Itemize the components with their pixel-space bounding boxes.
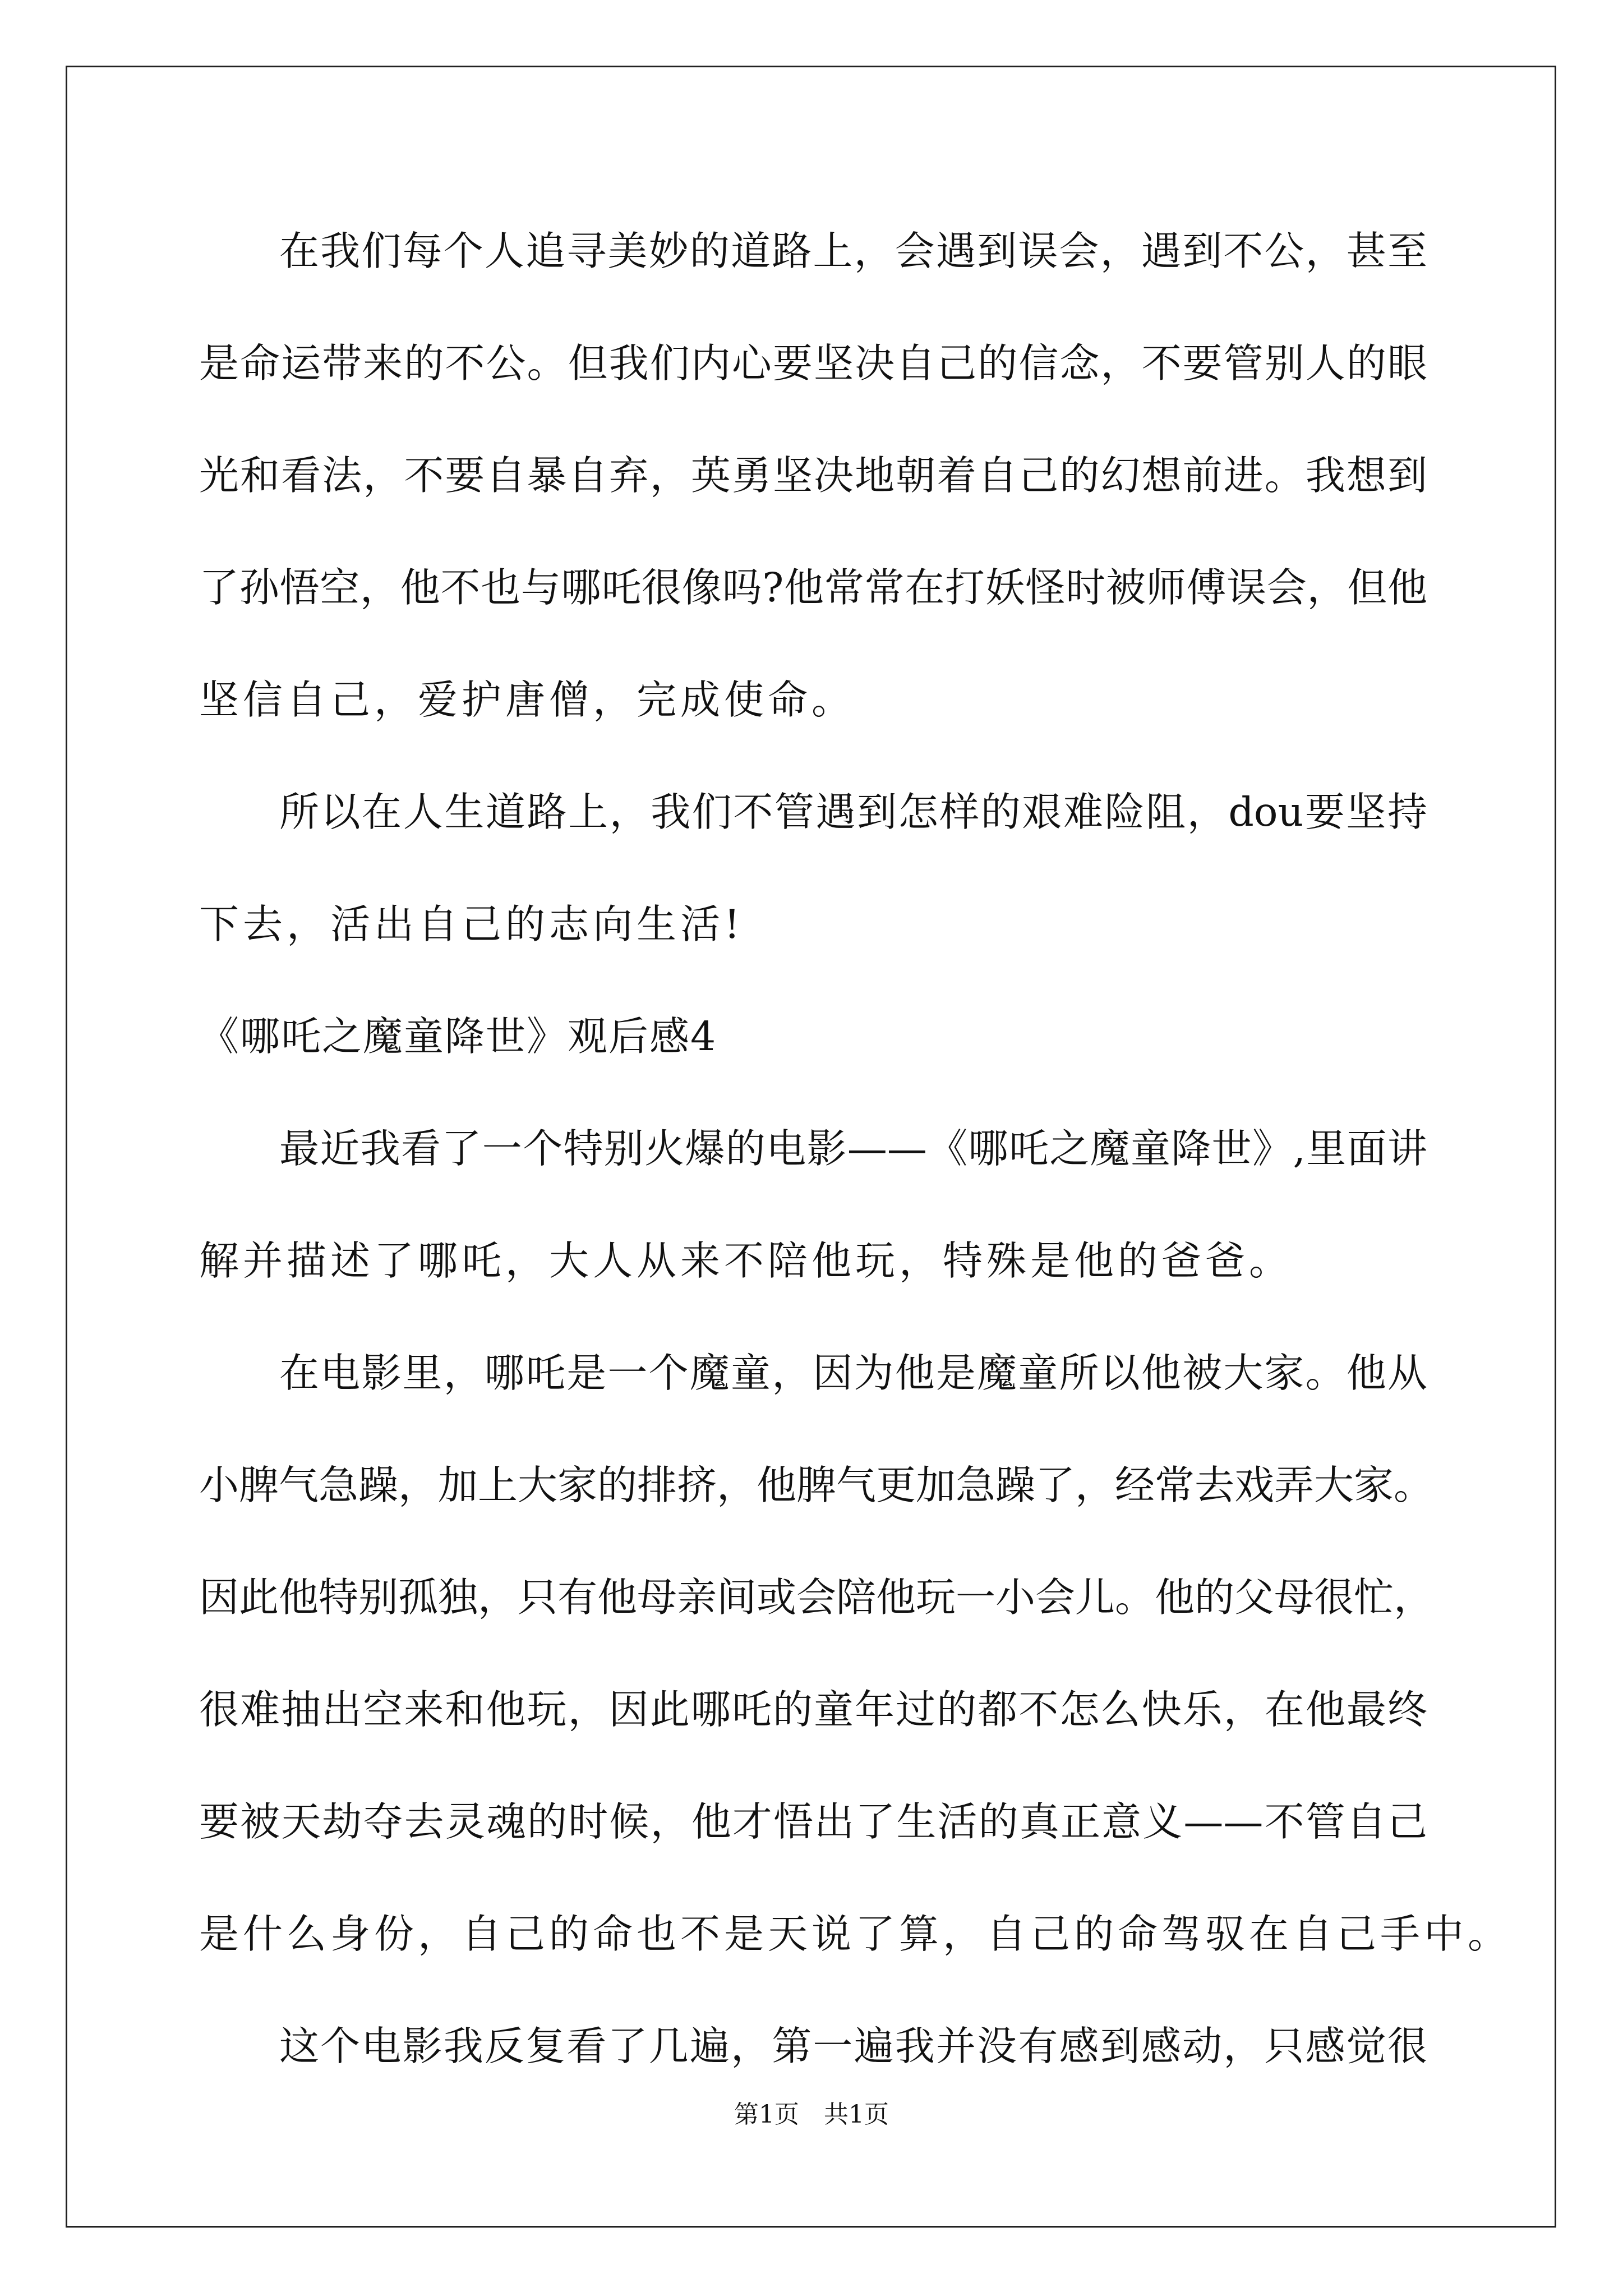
paragraph-line: 下去，活出自己的志向生活! xyxy=(199,901,744,947)
paragraph-line: 因此他特别孤独，只有他母亲间或会陪他玩一小会儿。他的父母很忙， xyxy=(199,1574,1434,1621)
paragraph-line: 在电影里，哪吒是一个魔童，因为他是魔童所以他被大家。他从 xyxy=(279,1350,1427,1396)
paragraph-line: 坚信自己，爱护唐僧，完成使命。 xyxy=(199,677,856,723)
paragraph-line: 在我们每个人追寻美妙的道路上，会遇到误会，遇到不公，甚至 xyxy=(279,228,1427,274)
page-number-footer: 第1页 共1页 xyxy=(734,2100,889,2129)
paragraph-line: 最近我看了一个特别火爆的电影——《哪吒之魔童降世》,里面讲 xyxy=(279,1125,1427,1172)
paragraph-line: 所以在人生道路上，我们不管遇到怎样的艰难险阻，dou要坚持 xyxy=(279,789,1427,835)
paragraph-line: 很难抽出空来和他玩，因此哪吒的童年过的都不怎么快乐，在他最终 xyxy=(199,1686,1427,1733)
paragraph-line: 是命运带来的不公。但我们内心要坚决自己的信念，不要管别人的眼 xyxy=(199,340,1427,386)
paragraph-line: 光和看法，不要自暴自弃，英勇坚决地朝着自己的幻想前进。我想到 xyxy=(199,452,1427,499)
paragraph-line: 了孙悟空，他不也与哪吒很像吗?他常常在打妖怪时被师傅误会，但他 xyxy=(199,564,1427,611)
paragraph-line: 小脾气急躁，加上大家的排挤，他脾气更加急躁了，经常去戏弄大家。 xyxy=(199,1462,1434,1508)
paragraph-line: 要被天劫夺去灵魂的时候，他才悟出了生活的真正意义——不管自己 xyxy=(199,1798,1427,1845)
section-heading: 《哪吒之魔童降世》观后感4 xyxy=(199,1013,717,1060)
paragraph-line: 这个电影我反复看了几遍，第一遍我并没有感到感动，只感觉很 xyxy=(279,2023,1427,2069)
paragraph-line: 是什么身份，自己的命也不是天说了算，自己的命驾驭在自己手中。 xyxy=(199,1911,1512,1957)
document-body xyxy=(199,218,1512,2125)
paragraph-line: 解并描述了哪吒，大人从来不陪他玩，特殊是他的爸爸。 xyxy=(199,1237,1293,1284)
